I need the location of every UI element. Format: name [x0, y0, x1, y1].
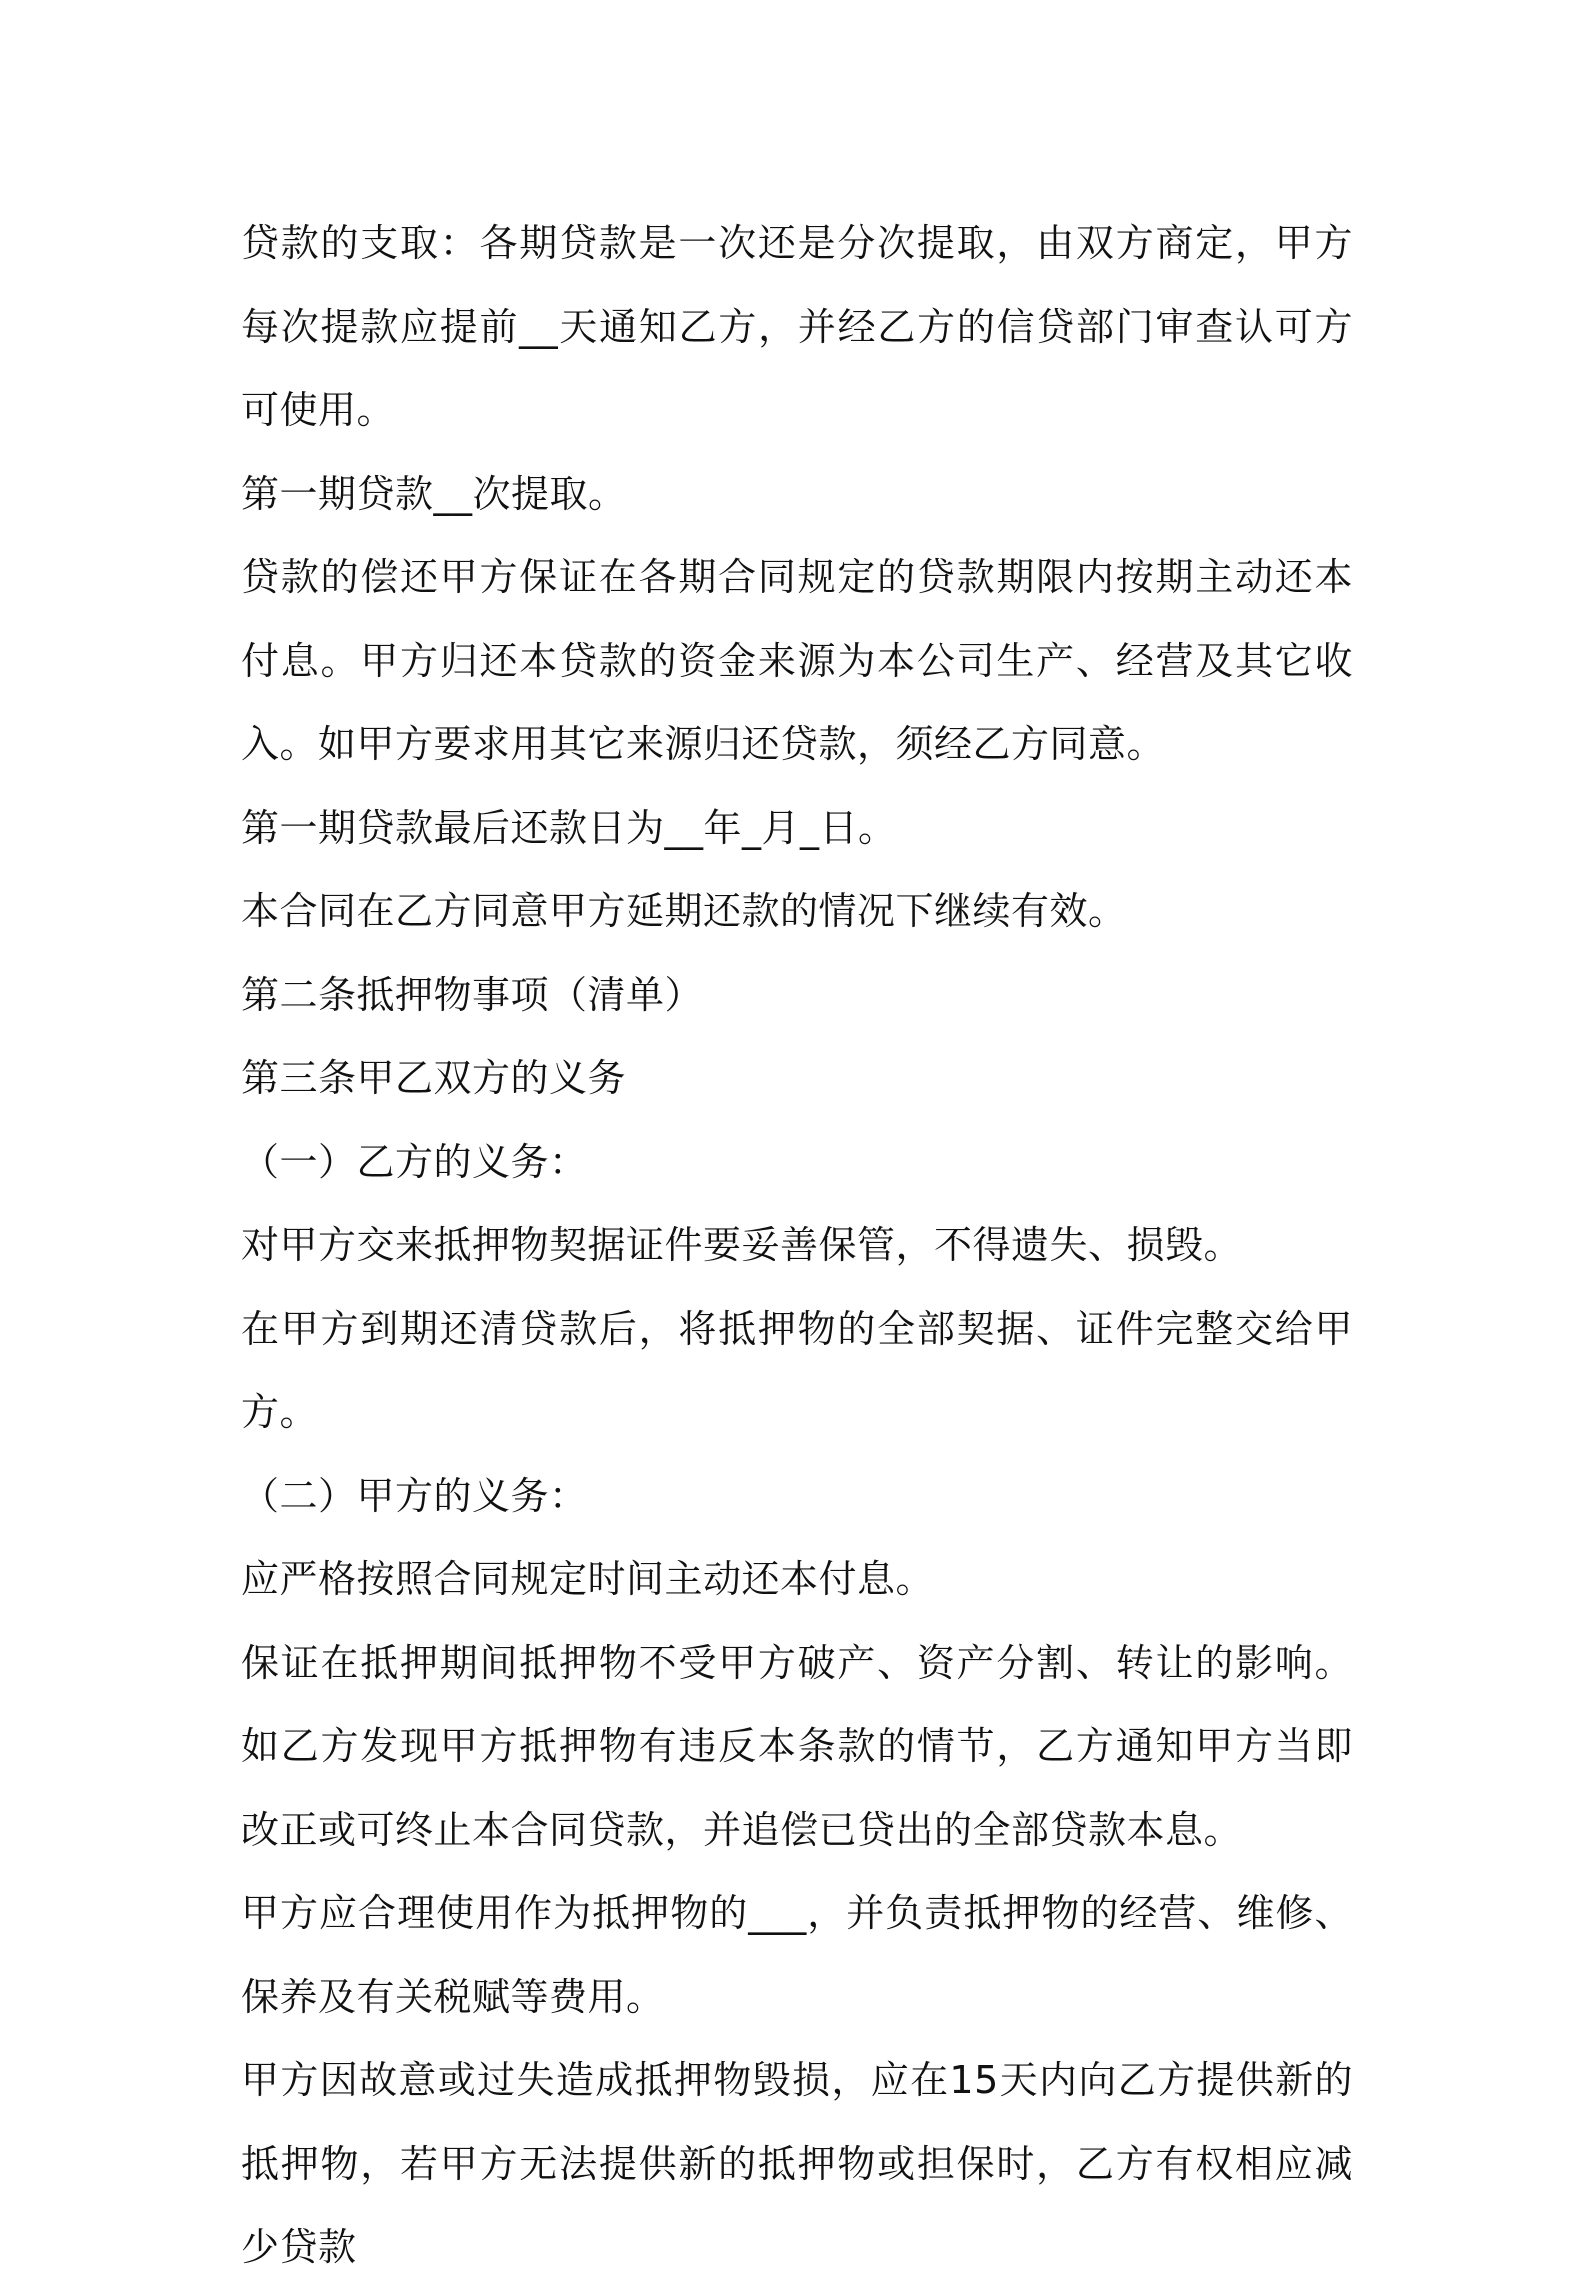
- heading-article-3: 第三条甲乙双方的义务: [241, 1056, 627, 1100]
- paragraph-timely-repayment: 应严格按照合同规定时间主动还本付息。: [241, 1557, 935, 1601]
- subheading-party-a-obligations: （二）甲方的义务：: [241, 1473, 588, 1518]
- paragraph-extension-validity: 本合同在乙方同意甲方延期还款的情况下继续有效。: [241, 889, 1127, 933]
- paragraph-return-documents: 在甲方到期还清贷款后，将抵押物的全部契据、证件完整交给甲方。: [241, 1306, 1353, 1434]
- document-body: [241, 202, 1353, 2290]
- paragraph-collateral-use: 甲方应合理使用作为抵押物的___，并负责抵押物的经营、维修、保养及有关税赋等费用。: [241, 1891, 1353, 2019]
- paragraph-loan-withdrawal: 贷款的支取：各期贷款是一次还是分次提取，由双方商定，甲方每次提款应提前__天通知乙方，并经乙方的信贷部门审查认可方可使用。: [241, 221, 1353, 432]
- paragraph-safekeeping: 对甲方交来抵押物契据证件要妥善保管，不得遗失、损毁。: [241, 1223, 1243, 1267]
- paragraph-first-period-withdrawals: 第一期贷款__次提取。: [241, 471, 627, 516]
- subheading-party-b-obligations: （一）乙方的义务：: [241, 1139, 588, 1184]
- heading-article-2: 第二条抵押物事项（清单）: [241, 972, 704, 1017]
- paragraph-collateral-protection: 保证在抵押期间抵押物不受甲方破产、资产分割、转让的影响。如乙方发现甲方抵押物有违反本条款的情节，乙方通知甲方当即改正或可终止本合同贷款，并追偿已贷出的全部贷款本息。: [241, 1640, 1353, 1852]
- paragraph-collateral-damage: 甲方因故意或过失造成抵押物毁损，应在15天内向乙方提供新的抵押物，若甲方无法提供新的抵押物或担保时，乙方有权相应减少贷款: [241, 2058, 1353, 2269]
- paragraph-loan-repayment: 贷款的偿还甲方保证在各期合同规定的贷款期限内按期主动还本付息。甲方归还本贷款的资金来源为本公司生产、经营及其它收入。如甲方要求用其它来源归还贷款，须经乙方同意。: [241, 555, 1353, 766]
- paragraph-final-repayment-date: 第一期贷款最后还款日为__年_月_日。: [241, 805, 897, 850]
